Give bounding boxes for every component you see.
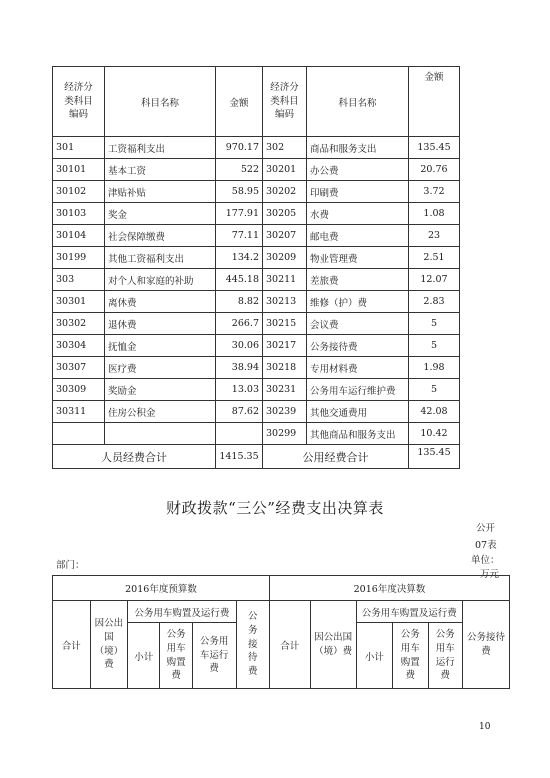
code-cell-right: 30209: [263, 247, 307, 269]
budget-vehicle-group: 公务用车购置及运行费: [128, 601, 237, 623]
table-code-line2: 07表: [475, 540, 497, 551]
budget-total-col: 合计: [53, 601, 91, 689]
three-public-expenses-table: [52, 575, 510, 689]
code-cell-right: 302: [263, 137, 307, 159]
amount-cell-right: 135.45: [409, 137, 460, 159]
expenditure-detail-table: [52, 66, 460, 469]
code-cell-right: 30239: [263, 401, 307, 423]
name-cell-right: 办公费: [307, 159, 409, 181]
final-header: 2016年度决算数: [269, 576, 509, 601]
name-cell-left: 奖励金: [105, 379, 216, 401]
header-name-left: 科目名称: [105, 67, 216, 137]
code-cell-right: 30231: [263, 379, 307, 401]
table-row: [53, 423, 460, 445]
table-row: [53, 247, 460, 269]
amount-cell-left: 38.94: [216, 357, 263, 379]
final-total-col: 合计: [269, 601, 310, 689]
public-total-label: 公用经费合计: [263, 445, 409, 469]
amount-cell-right: 1.98: [409, 357, 460, 379]
name-cell-left: 津贴补贴: [105, 181, 216, 203]
name-cell-right: 其他交通费用: [307, 401, 409, 423]
table-row: [53, 357, 460, 379]
code-cell-right: 30201: [263, 159, 307, 181]
code-cell-left: 30304: [53, 335, 105, 357]
table-row: [53, 225, 460, 247]
amount-cell-right: 10.42: [409, 423, 460, 445]
name-cell-left: 社会保障缴费: [105, 225, 216, 247]
budget-operation-col: 公务用车运行费: [192, 623, 236, 689]
table-body: [53, 137, 460, 445]
budget-header: 2016年度预算数: [53, 576, 270, 601]
name-cell-left: [105, 423, 216, 445]
final-reception-col: 公务接待费: [462, 601, 509, 689]
code-cell-left: 30301: [53, 291, 105, 313]
header-amount-left: 金额: [216, 67, 263, 137]
name-cell-left: 住房公积金: [105, 401, 216, 423]
name-cell-left: 其他工资福利支出: [105, 247, 216, 269]
unit-label: 单位：: [471, 555, 500, 566]
name-cell-right: 水费: [307, 203, 409, 225]
name-cell-right: 公务用车运行维护费: [307, 379, 409, 401]
name-cell-left: 离休费: [105, 291, 216, 313]
amount-cell-left: 13.03: [216, 379, 263, 401]
amount-cell-right: 5: [409, 335, 460, 357]
amount-cell-left: 30.06: [216, 335, 263, 357]
code-cell-left: 30101: [53, 159, 105, 181]
name-cell-left: 工资福利支出: [105, 137, 216, 159]
amount-cell-left: 134.2: [216, 247, 263, 269]
table-row: [53, 379, 460, 401]
code-cell-left: 30102: [53, 181, 105, 203]
amount-cell-right: 2.83: [409, 291, 460, 313]
code-cell-right: 30299: [263, 423, 307, 445]
code-cell-left: [53, 423, 105, 445]
code-cell-right: 30213: [263, 291, 307, 313]
amount-cell-right: 5: [409, 313, 460, 335]
name-cell-left: 对个人和家庭的补助: [105, 269, 216, 291]
amount-cell-right: 23: [409, 225, 460, 247]
table-row: [53, 335, 460, 357]
amount-cell-right: 1.08: [409, 203, 460, 225]
table-row: [53, 203, 460, 225]
name-cell-right: 公务接待费: [307, 335, 409, 357]
code-cell-left: 30103: [53, 203, 105, 225]
code-cell-left: 303: [53, 269, 105, 291]
code-cell-left: 30104: [53, 225, 105, 247]
page-title: 财政拨款“三公”经费支出决算表: [166, 499, 384, 517]
amount-cell-right: 5: [409, 379, 460, 401]
name-cell-right: 物业管理费: [307, 247, 409, 269]
budget-purchase-col: 公务用车购置费: [160, 623, 192, 689]
code-cell-right: 30217: [263, 335, 307, 357]
code-cell-right: 30207: [263, 225, 307, 247]
amount-cell-left: 87.62: [216, 401, 263, 423]
budget-abroad-col: 因公出国（境）费: [90, 601, 128, 689]
amount-cell-right: 12.07: [409, 269, 460, 291]
table-row: [53, 181, 460, 203]
final-abroad-col: 因公出国（境）费: [310, 601, 356, 689]
table-row: [53, 159, 460, 181]
table-row: [53, 291, 460, 313]
amount-cell-left: 177.91: [216, 203, 263, 225]
header-code-left: 经济分类科目编码: [53, 67, 105, 137]
amount-cell-right: 3.72: [409, 181, 460, 203]
name-cell-right: 会议费: [307, 313, 409, 335]
table-row: [53, 269, 460, 291]
code-cell-left: 30311: [53, 401, 105, 423]
code-cell-right: 30211: [263, 269, 307, 291]
header-name-right: 科目名称: [307, 67, 409, 137]
code-cell-right: 30215: [263, 313, 307, 335]
code-cell-left: 301: [53, 137, 105, 159]
name-cell-right: 印刷费: [307, 181, 409, 203]
code-cell-right: 30202: [263, 181, 307, 203]
name-cell-right: 维修（护）费: [307, 291, 409, 313]
amount-cell-left: 77.11: [216, 225, 263, 247]
code-cell-left: 30309: [53, 379, 105, 401]
amount-cell-left: 445.18: [216, 269, 263, 291]
name-cell-left: 医疗费: [105, 357, 216, 379]
name-cell-left: 基本工资: [105, 159, 216, 181]
header-amount-right: 金额: [409, 67, 460, 137]
name-cell-left: 奖金: [105, 203, 216, 225]
amount-cell-left: [216, 423, 263, 445]
amount-cell-right: 2.51: [409, 247, 460, 269]
table-row: [53, 137, 460, 159]
dept-label: 部门：: [56, 560, 85, 571]
final-operation-col: 公务用车运行费: [428, 623, 462, 689]
table-header-row: [53, 67, 460, 137]
amount-cell-left: 522: [216, 159, 263, 181]
personnel-total-value: 1415.35: [216, 445, 263, 469]
code-cell-left: 30302: [53, 313, 105, 335]
table-row: [53, 313, 460, 335]
final-purchase-col: 公务用车购置费: [393, 623, 428, 689]
name-cell-right: 商品和服务支出: [307, 137, 409, 159]
name-cell-left: 抚恤金: [105, 335, 216, 357]
name-cell-right: 邮电费: [307, 225, 409, 247]
amount-cell-left: 970.17: [216, 137, 263, 159]
amount-cell-left: 8.82: [216, 291, 263, 313]
name-cell-left: 退休费: [105, 313, 216, 335]
code-cell-right: 30218: [263, 357, 307, 379]
page-number: 10: [479, 722, 491, 732]
name-cell-right: 差旅费: [307, 269, 409, 291]
year-header-row: [53, 576, 510, 601]
personnel-total-label: 人员经费合计: [53, 445, 216, 469]
budget-reception-col: 公务接待费: [236, 601, 269, 689]
table-row: [53, 401, 460, 423]
totals-row: [53, 445, 460, 469]
code-cell-left: 30199: [53, 247, 105, 269]
code-cell-right: 30205: [263, 203, 307, 225]
amount-cell-right: 42.08: [409, 401, 460, 423]
header-code-right: 经济分类科目编码: [263, 67, 307, 137]
final-vehicle-group: 公务用车购置及运行费: [356, 601, 462, 623]
budget-subtotal-col: 小计: [128, 623, 160, 689]
code-cell-left: 30307: [53, 357, 105, 379]
amount-cell-left: 58.95: [216, 181, 263, 203]
final-subtotal-col: 小计: [356, 623, 393, 689]
group-header-row: [53, 601, 510, 623]
table-code-line1: 公开: [476, 523, 496, 534]
amount-cell-left: 266.7: [216, 313, 263, 335]
name-cell-right: 其他商品和服务支出: [307, 423, 409, 445]
unit-value: 万元: [480, 569, 500, 580]
amount-cell-right: 20.76: [409, 159, 460, 181]
name-cell-right: 专用材料费: [307, 357, 409, 379]
public-total-value: 135.45: [409, 445, 460, 469]
